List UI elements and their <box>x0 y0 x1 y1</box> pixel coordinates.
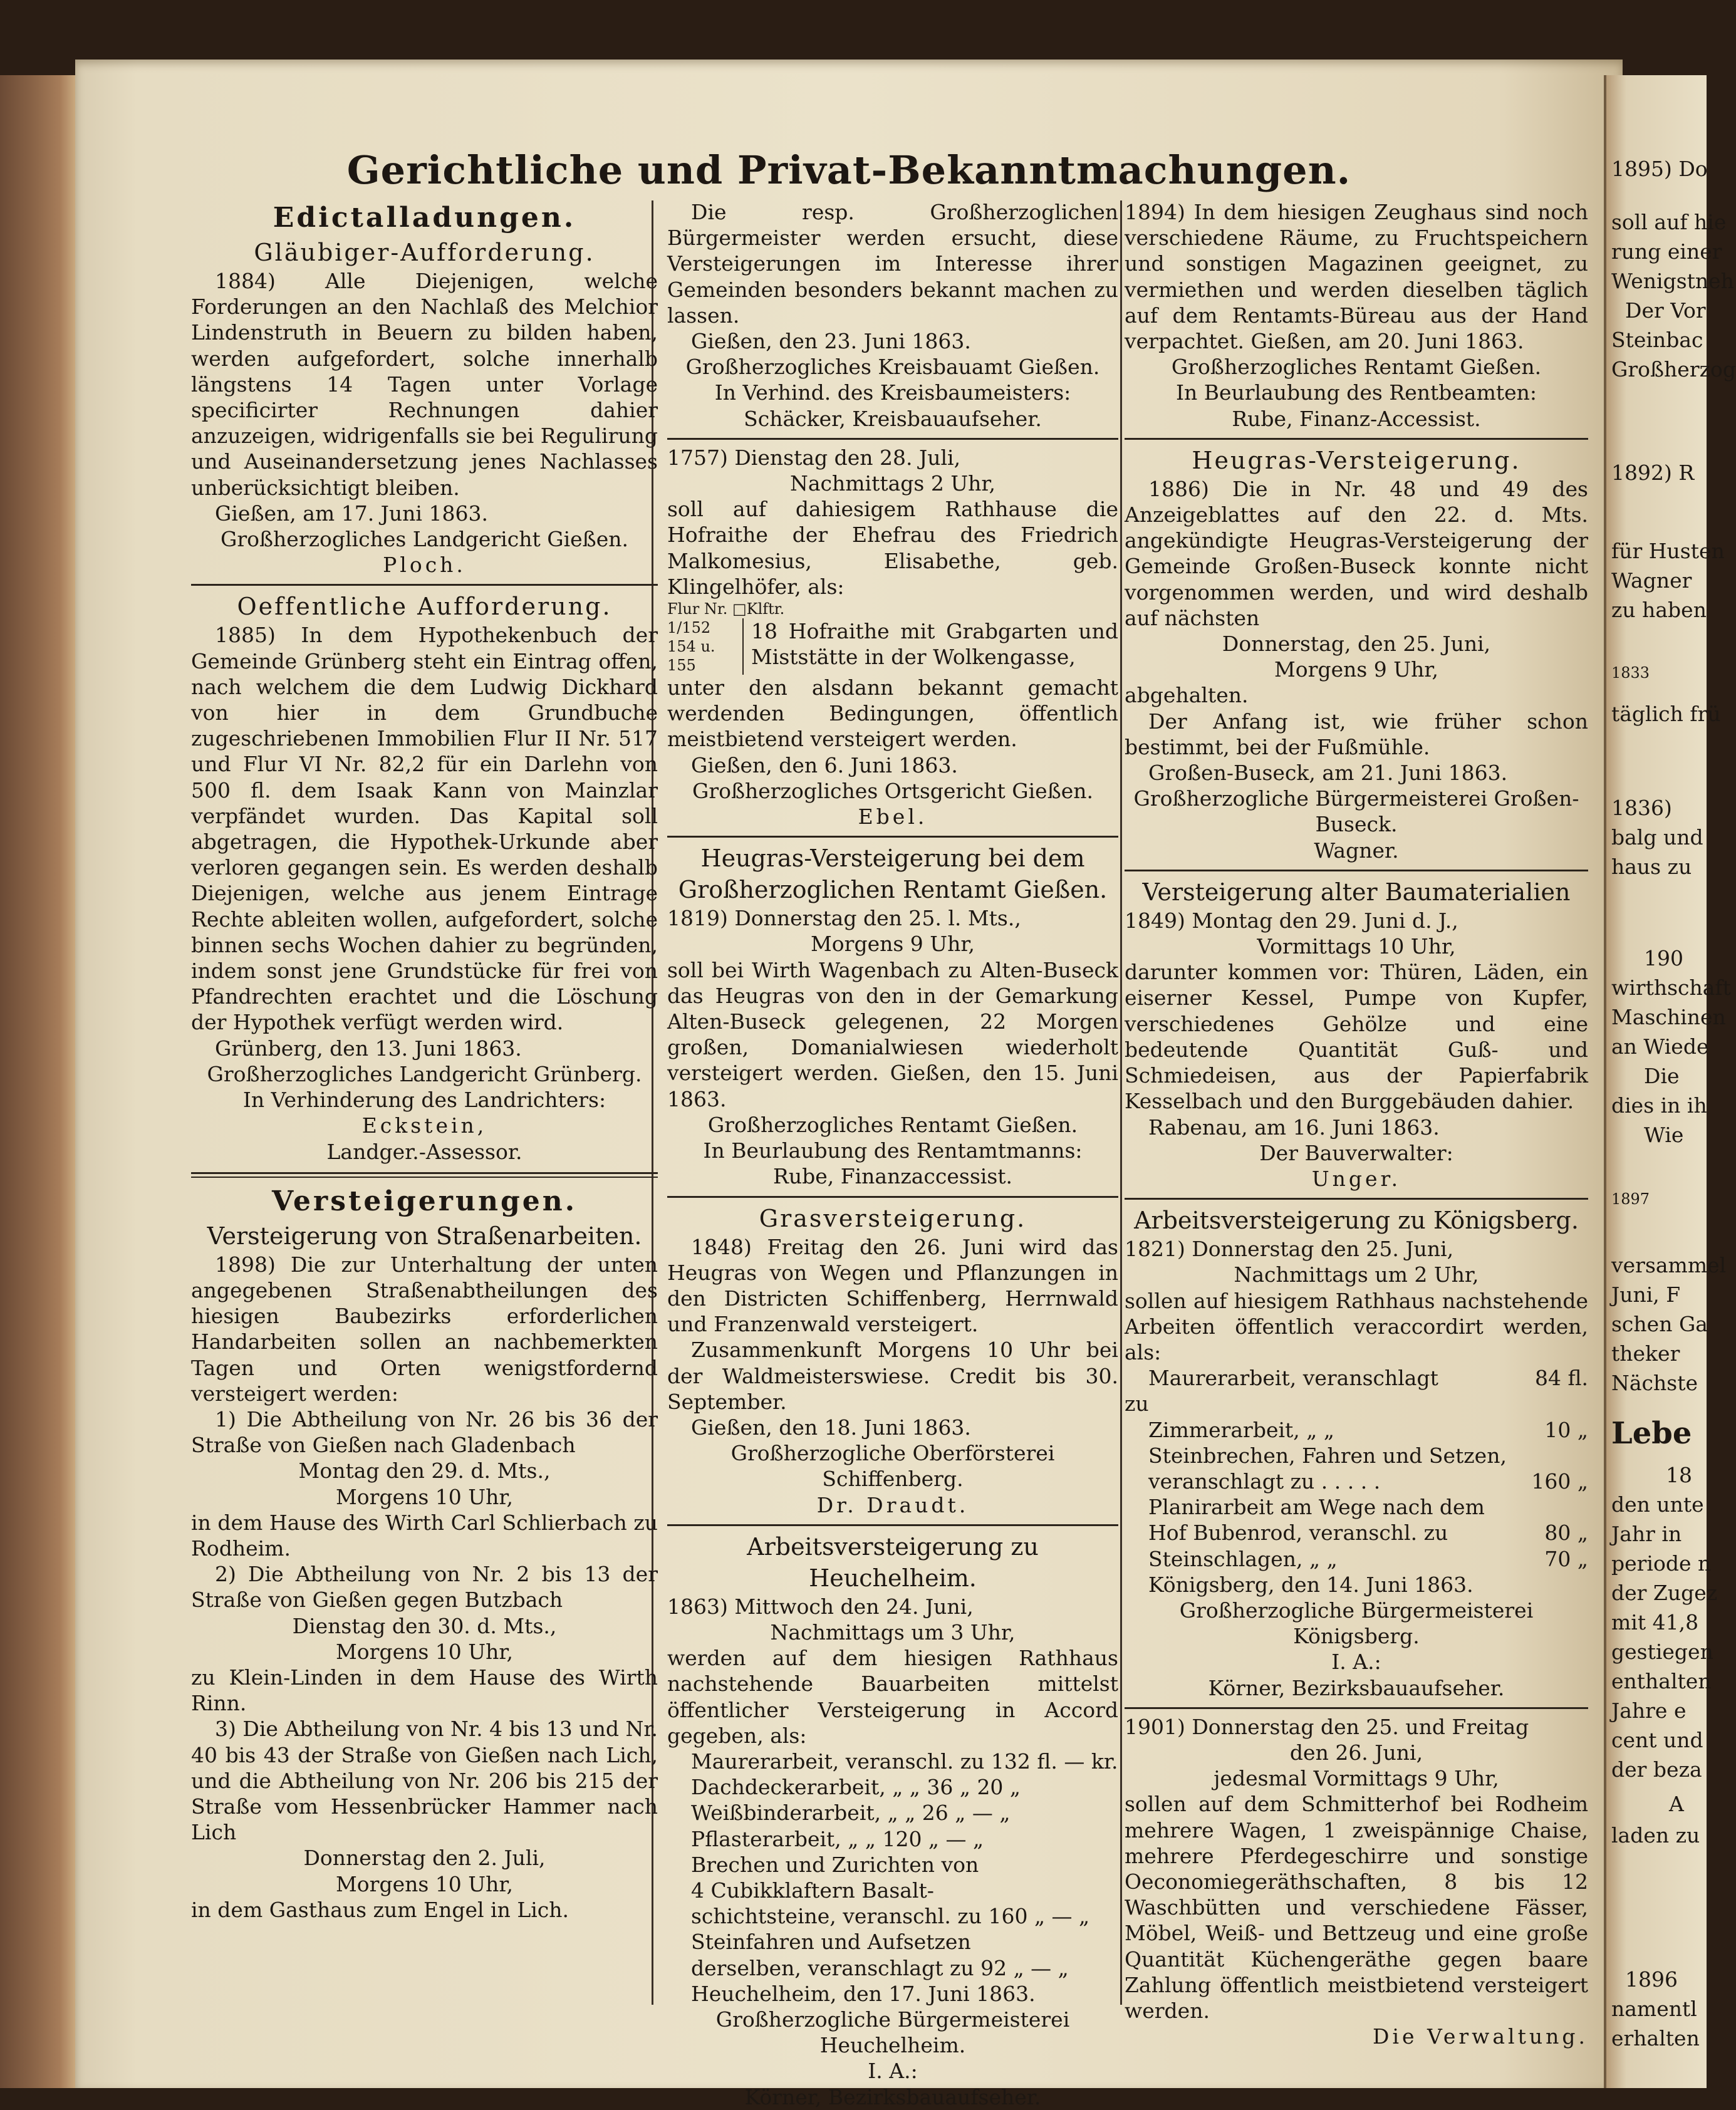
notice-date: Gießen, den 18. Juni 1863. <box>691 1415 971 1440</box>
notice-1849 <box>1125 876 1588 1192</box>
fragment: theker <box>1611 1341 1680 1366</box>
notice-signature: Unger. <box>1311 1166 1401 1191</box>
notice-date: Großen-Buseck, am 21. Juni 1863. <box>1148 761 1508 786</box>
fragment: balg und <box>1611 825 1703 850</box>
notice-item-place: zu Klein-Linden in dem Hause des Wirth Rinn. <box>191 1665 658 1716</box>
fragment: Jahre e <box>1611 1698 1687 1723</box>
notice-item: 1) Die Abtheilung von Nr. 26 bis 36 der Straße von Gießen nach Gladenbach <box>191 1406 658 1458</box>
notice-text: 1894) In dem hiesigen Zeughaus sind noch verschiedene Räume, zu Fruchtspeichern und sonstigen Magazinen geeignet, zu vermiethen und werden dieselben täglich auf dem Rentamts-Büreau aus der Hand verpachtet. Gießen, am 20. Juni 1863. <box>1125 200 1588 354</box>
price-row <box>1125 1468 1588 1494</box>
price-label: Hof Bubenrod, veranschl. zu <box>1148 1520 1448 1546</box>
notice-authority: Großherzogliche Bürgermeisterei Heuchelheim. <box>715 2007 1070 2058</box>
fragment: soll auf hie <box>1611 210 1727 234</box>
notice-heading: Versteigerung alter Baumaterialien <box>1142 878 1571 906</box>
divider <box>667 438 1118 440</box>
notice-signature: Wagner. <box>1314 838 1399 863</box>
price-value: 84 fl. <box>1535 1366 1588 1391</box>
fragment: schen Ga <box>1611 1312 1708 1336</box>
notice-signature: Rube, Finanz-Accessist. <box>1232 406 1481 431</box>
fragment: 1892) R <box>1611 460 1695 485</box>
price-row: Maurerarbeit, veranschl. zu 132 fl. — kr. <box>691 1749 1118 1774</box>
price-row: Planirarbeit am Wege nach dem <box>1148 1495 1485 1520</box>
notice-date: Königsberg, den 14. Juni 1863. <box>1148 1572 1474 1597</box>
notice-authority: Großherzogliches Rentamt Gießen. <box>707 1112 1078 1137</box>
divider <box>1125 870 1588 871</box>
fragment: wirthschaft <box>1611 975 1731 1000</box>
notice-authority: Der Bauverwalter: <box>1259 1140 1453 1165</box>
price-row: 4 Cubikklaftern Basalt- <box>691 1878 934 1903</box>
notice-line: I. A.: <box>868 2059 918 2084</box>
notice-item-date: Dienstag den 30. d. Mts., <box>292 1613 557 1638</box>
double-divider <box>191 1172 658 1178</box>
price-value: 70 „ <box>1544 1546 1588 1571</box>
price-row: schichtsteine, veranschl. zu 160 „ — „ <box>691 1904 1090 1929</box>
fragment: Maschinen <box>1611 1005 1726 1029</box>
fragment: 1895) Do <box>1611 157 1708 181</box>
notice-item-time: Morgens 10 Uhr, <box>336 1639 513 1664</box>
divider <box>1125 1707 1588 1709</box>
fragment: 1833 <box>1611 664 1650 682</box>
notice-time-line: Nachmittags um 2 Uhr, <box>1234 1262 1479 1287</box>
notice-date: Grünberg, den 13. Juni 1863. <box>215 1036 522 1061</box>
column-middle <box>667 199 1118 2110</box>
notice-text: Zusammenkunft Morgens 10 Uhr bei der Waldmeisterswiese. Credit bis 30. September. <box>667 1338 1118 1414</box>
notice-authority: Großherzogliches Ortsgericht Gießen. <box>692 778 1094 803</box>
price-row: Pflasterarbeit, „ „ 120 „ — „ <box>691 1826 984 1851</box>
notice-1863 <box>667 1531 1118 2110</box>
notice-date: Gießen, den 6. Juni 1863. <box>691 752 958 777</box>
fragment: Die <box>1644 1064 1680 1088</box>
notice-signature: Ebel. <box>858 804 928 829</box>
notice-text: sollen auf dem Schmitterhof bei Rodheim mehrere Wagen, 1 zweispännige Chaise, mehrere Pferdegeschirre und sonstige Oeconomiegeräthschaften, 8 bis 12 Waschbütten und verschiedene Fässer, Möbel, Weiß- und Bettzeug und eine große Quantität Küchengeräthe gegen baare Zahlung öffentlich meistbietend versteigert werden. <box>1125 1792 1588 2023</box>
price-row <box>1125 1365 1588 1416</box>
fragment: rung einer <box>1611 239 1722 264</box>
notice-continuation <box>667 199 1118 432</box>
notice-date-line: 1849) Montag den 29. Juni d. J., <box>1125 908 1458 933</box>
notice-text: 1848) Freitag den 26. Juni wird das Heugras von Wegen und Pflanzungen in den Districten Schiffenberg, Herrnwald und Franzenwald versteigert. <box>667 1234 1118 1337</box>
notice-heading: Heugras-Versteigerung bei dem Großherzoglichen Rentamt Gießen. <box>678 845 1108 904</box>
notice-time-line: Morgens 9 Uhr, <box>811 932 975 957</box>
fragment: Jahr in <box>1611 1522 1682 1546</box>
fragment: Nächste <box>1611 1371 1698 1395</box>
fragment: 1897 <box>1611 1190 1650 1208</box>
notice-authority: Großherzogliches Kreisbauamt Gießen. <box>685 355 1100 380</box>
notice-item-place: in dem Hause des Wirth Carl Schlierbach zu Rodheim. <box>191 1510 658 1561</box>
notice-time-line: Vormittags 10 Uhr, <box>1257 934 1456 959</box>
fragment: Juni, F <box>1611 1282 1681 1307</box>
fragment: 1836) <box>1611 796 1672 820</box>
notice-text: sollen auf hiesigem Rathhaus nachstehende Arbeiten öffentlich veraccordirt werden, als: <box>1125 1288 1588 1364</box>
notice-signature: Dr. Draudt. <box>816 1492 969 1517</box>
notice-text: soll bei Wirth Wagenbach zu Alten-Buseck das Heugras von den in der Gemarkung Alten-Buseck gelegenen, 22 Morgen großen, Domanialwiesen wiederholt versteigert werden. Gießen, den 15. Juni 1863. <box>667 957 1118 1111</box>
notice-time-line: Nachmittags 2 Uhr, <box>789 471 996 496</box>
fragment: den unte <box>1611 1492 1704 1517</box>
fragment: namentl <box>1611 1997 1697 2021</box>
notice-signature: Die Verwaltung. <box>1373 2024 1588 2049</box>
fragment: Steinbac <box>1611 328 1703 352</box>
notice-date-line: 1757) Dienstag den 28. Juli, <box>667 445 961 470</box>
notice-time-line: Morgens 9 Uhr, <box>1274 657 1438 682</box>
notice-1819 <box>667 843 1118 1189</box>
notice-date-line: 1821) Donnerstag den 25. Juni, <box>1125 1237 1454 1262</box>
fragment: für Husten <box>1611 539 1725 563</box>
notice-line: In Beurlaubung des Rentbeamten: <box>1175 380 1537 405</box>
fragment: haus zu <box>1611 855 1692 879</box>
price-row: Weißbinderarbeit, „ „ 26 „ — „ <box>691 1801 1011 1826</box>
section-heading: Versteigerungen. <box>271 1185 578 1217</box>
book-binding <box>0 75 75 2088</box>
notice-text: soll auf dahiesigem Rathhause die Hofraithe der Ehefrau des Friedrich Malkomesius, Elisabethe, geb. Klingelhöfer, als: <box>667 497 1118 599</box>
notice-date-line: den 26. Juni, <box>1289 1740 1423 1765</box>
notice-date: Rabenau, am 16. Juni 1863. <box>1148 1115 1440 1140</box>
notice-text: abgehalten. <box>1125 683 1249 708</box>
notice-date: Gießen, am 17. Juni 1863. <box>215 501 488 526</box>
fragment: erhalten <box>1611 2026 1700 2050</box>
price-row: Steinbrechen, Fahren und Setzen, <box>1148 1443 1507 1468</box>
fragment: Wagner <box>1611 568 1692 593</box>
price-value: 160 „ <box>1531 1468 1588 1494</box>
notice-item-place: in dem Gasthaus zum Engel in Lich. <box>191 1897 569 1922</box>
notice-signature: Ploch. <box>383 553 466 578</box>
notice-1901 <box>1125 1714 1588 2050</box>
notice-1757 <box>667 445 1118 829</box>
notice-text: 1898) Die zur Unterhaltung der unten angegebenen Straßenabtheilungen des hiesigen Baubezirks erforderlichen Handarbeiten sollen an nachbemerkten Tagen und Orten wenigstfordernd versteigert werden: <box>191 1252 658 1406</box>
fragment: cent und <box>1611 1728 1703 1752</box>
fragment: versammel <box>1611 1253 1727 1277</box>
fragment: 190 <box>1644 946 1683 970</box>
price-row: derselben, veranschlagt zu 92 „ — „ <box>691 1955 1069 1980</box>
price-row <box>1125 1520 1588 1546</box>
notice-date-line: 1819) Donnerstag den 25. l. Mts., <box>667 906 1021 931</box>
price-row <box>1125 1546 1588 1572</box>
notice-heading: Arbeitsversteigerung zu Heuchelheim. <box>747 1532 1039 1592</box>
notice-item-date: Montag den 29. d. Mts., <box>298 1458 551 1484</box>
notice-signature: Rube, Finanzaccessist. <box>772 1164 1013 1189</box>
price-row: Steinfahren und Aufsetzen <box>691 1930 971 1955</box>
fragment: A <box>1669 1792 1684 1816</box>
notice-title: Landger.-Assessor. <box>326 1139 522 1164</box>
price-label: Steinschlagen, „ „ <box>1148 1546 1338 1571</box>
divider <box>667 1524 1118 1526</box>
notice-1848 <box>667 1203 1118 1518</box>
price-label: Zimmerarbeit, „ „ <box>1148 1417 1334 1442</box>
notice-item-time: Morgens 10 Uhr, <box>336 1484 513 1509</box>
notice-signature: Eckstein, <box>361 1113 487 1138</box>
fragment: Großherzog <box>1611 357 1736 382</box>
notice-item: 3) Die Abtheilung von Nr. 4 bis 13 und Nr. 40 bis 43 der Straße von Gießen nach Lich, und die Abtheilung von Nr. 206 bis 215 der Straße vom Hessenbrücker Hammer nach Lich <box>191 1717 658 1845</box>
price-row <box>1125 1417 1588 1443</box>
notice-time-line: jedesmal Vormittags 9 Uhr, <box>1214 1766 1499 1791</box>
fragment: Lebe <box>1611 1416 1692 1451</box>
notice-signature: Schäcker, Kreisbauaufseher. <box>744 406 1042 431</box>
notice-line: I. A.: <box>1331 1650 1381 1675</box>
notice-authority: Großherzogliches Landgericht Grünberg. <box>207 1061 642 1086</box>
divider <box>1125 438 1588 440</box>
divider <box>667 1196 1118 1198</box>
fragment: periode n <box>1611 1551 1712 1576</box>
notice-authority: Großherzogliches Landgericht Gießen. <box>221 527 628 552</box>
fragment: mit 41,8 <box>1611 1610 1699 1634</box>
page-headline: Gerichtliche und Privat-Bekanntmachungen. <box>346 147 1351 193</box>
fragment: Wie <box>1644 1123 1684 1147</box>
notice-heading: Heugras-Versteigerung. <box>1192 446 1521 474</box>
column-rule <box>1120 200 1122 2005</box>
notice-1821 <box>1125 1205 1588 1701</box>
notice-1898 <box>191 1220 658 1923</box>
fragment: der Zugez <box>1611 1581 1718 1605</box>
notice-date: Heuchelheim, den 17. Juni 1863. <box>691 1981 1036 2006</box>
divider <box>191 584 658 586</box>
notice-1894 <box>1125 199 1588 432</box>
fragment: Der Vor <box>1625 298 1706 323</box>
notice-text: 1885) In dem Hypothekenbuch der Gemeinde Grünberg steht ein Eintrag offen, nach welchem die dem Ludwig Dickhard von hier in dem Grundbuche zugeschriebenen Immobilien Flur II Nr. 517 und Flur VI Nr. 82,2 für ein Darlehn von 500 fl. dem Isaak Kann von Mainzlar verpfändet wurden. Das Kapital soll abgetragen, die Hypothek-Urkunde aber verloren gegangen sein. Es werden deshalb Diejenigen, welche aus jenem Eintrage Rechte ableiten wollen, aufgefordert, solche binnen sechs Wochen dahier zu begründen, indem sonst jene Grundstücke für frei von Pfandrechten erachtet und die Löschung der Hypothek verfügt werden wird. <box>191 623 658 1035</box>
notice-text: unter den alsdann bekannt gemacht werdenden Bedingungen, öffentlich meistbietend versteigert werden. <box>667 675 1118 752</box>
fragment: 18 <box>1666 1463 1692 1487</box>
column-right <box>1125 199 1588 2049</box>
fragment: an Wiede <box>1611 1034 1709 1059</box>
price-value: 80 „ <box>1544 1520 1588 1546</box>
notice-text: Die resp. Großherzoglichen Bürgermeister werden ersucht, diese Versteigerungen im Interesse ihrer Gemeinden besonders bekannt machen zu lassen. <box>667 200 1118 328</box>
next-page-edge <box>1604 75 1736 2088</box>
notice-time-line: Nachmittags um 3 Uhr, <box>770 1619 1016 1645</box>
parcel-numbers: 1/152 154 u. 155 <box>667 619 715 675</box>
fragment: enthalten <box>1611 1669 1712 1693</box>
fragment: dies in ih <box>1611 1093 1707 1118</box>
price-row: Dachdeckerarbeit, „ „ 36 „ 20 „ <box>691 1775 1021 1800</box>
section-heading: Edictalladungen. <box>273 202 576 234</box>
parcel-item: 18 Hofraithe mit Grabgarten und Miststätte in der Wolkengasse, <box>742 618 1118 675</box>
divider <box>1125 1198 1588 1200</box>
notice-date-line: 1863) Mittwoch den 24. Juni, <box>667 1594 974 1619</box>
fragment: 1896 <box>1625 1967 1678 1992</box>
notice-text: Der Anfang ist, wie früher schon bestimmt, bei der Fußmühle. <box>1125 709 1588 759</box>
notice-heading: Arbeitsversteigerung zu Königsberg. <box>1134 1207 1579 1235</box>
notice-authority: Großherzogliche Bürgermeisterei Königsberg. <box>1179 1598 1534 1649</box>
notice-item: 2) Die Abtheilung von Nr. 2 bis 13 der Straße von Gießen gegen Butzbach <box>191 1562 658 1613</box>
notice-authority: Großherzogliches Rentamt Gießen. <box>1171 355 1542 380</box>
fragment: der beza <box>1611 1757 1702 1782</box>
parcel-table-head: Flur Nr. □Klftr. <box>667 600 785 618</box>
notice-authority: Großherzogliche Oberförsterei Schiffenberg. <box>730 1441 1055 1492</box>
notice-authority: Großherzogliche Bürgermeisterei Großen-Buseck. <box>1133 786 1579 837</box>
fragment: Wenigstneh <box>1611 269 1734 293</box>
notice-date-line: Donnerstag, den 25. Juni, <box>1222 631 1491 657</box>
notice-heading: Versteigerung von Straßenarbeiten. <box>207 1222 642 1250</box>
notice-signature: Körner, Bezirksbauaufseher. <box>744 2084 1041 2109</box>
fragment: laden zu <box>1611 1823 1700 1848</box>
price-value: 10 „ <box>1544 1417 1588 1442</box>
divider <box>667 836 1118 838</box>
fragment: gestiegen <box>1611 1640 1713 1664</box>
notice-heading: Gläubiger-Aufforderung. <box>254 239 595 266</box>
column-left <box>191 199 658 1923</box>
notice-1884 <box>191 237 658 578</box>
notice-date: Gießen, den 23. Juni 1863. <box>691 329 971 354</box>
notice-item-date: Donnerstag den 2. Juli, <box>303 1846 546 1871</box>
parcel-row <box>667 618 1118 675</box>
notice-text: werden auf dem hiesigen Rathhaus nachstehende Bauarbeiten mittelst öffentlicher Versteigerung in Accord gegeben, als: <box>667 1646 1118 1748</box>
price-row: Brechen und Zurichten von <box>691 1852 979 1877</box>
notice-1886 <box>1125 445 1588 863</box>
notice-line: In Verhinderung des Landrichters: <box>242 1088 606 1113</box>
notice-heading: Grasversteigerung. <box>759 1204 1027 1232</box>
notice-text: darunter kommen vor: Thüren, Läden, ein eiserner Kessel, Pumpe von Kupfer, verschiedenes Gehölze und eine bedeutende Quantität Guß- und Schmiedeisen, aus der Papierfabrik Kesselbach und den Burggebäuden dahier. <box>1125 960 1588 1114</box>
fragment: täglich frü <box>1611 702 1721 726</box>
price-label: Maurerarbeit, veranschlagt zu <box>1125 1366 1438 1416</box>
notice-line: In Verhind. des Kreisbaumeisters: <box>714 380 1071 405</box>
notice-line: In Beurlaubung des Rentamtmanns: <box>703 1138 1083 1163</box>
notice-heading: Oeffentliche Aufforderung. <box>237 593 612 621</box>
notice-text: 1884) Alle Diejenigen, welche Forderungen an den Nachlaß des Melchior Lindenstruth in Beuern zu bilden haben, werden aufgefordert, solche innerhalb längstens 14 Tagen unter Vorlage specificirter Rechnungen dahier anzuzeigen, widrigenfalls sie bei Regulirung und Auseinandersetzung jenes Nachlasses unberücksichtigt bleiben. <box>191 269 658 500</box>
fragment: zu haben <box>1611 598 1707 622</box>
price-label: veranschlagt zu . . . . . <box>1148 1468 1381 1494</box>
notice-1885 <box>191 591 658 1164</box>
notice-item-time: Morgens 10 Uhr, <box>336 1871 513 1896</box>
notice-text: 1886) Die in Nr. 48 und 49 des Anzeigeblattes auf den 22. d. Mts. angekündigte Heugras-Versteigerung der Gemeinde Großen-Buseck konnte nicht vorgenommen werden, und wird deshalb auf nächsten <box>1125 476 1588 630</box>
notice-signature: Körner, Bezirksbauaufseher. <box>1208 1675 1505 1700</box>
notice-date-line: 1901) Donnerstag den 25. und Freitag <box>1125 1714 1529 1739</box>
